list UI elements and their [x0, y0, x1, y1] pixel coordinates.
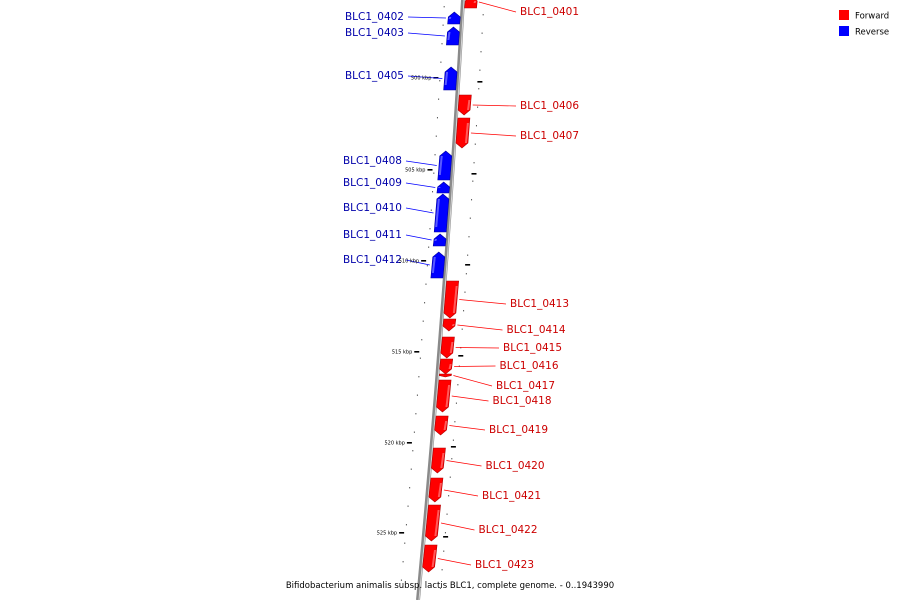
minor-tick: [433, 173, 434, 174]
minor-tick: [403, 561, 404, 562]
scale-label: 525 kbp: [376, 530, 398, 537]
minor-tick: [456, 403, 457, 404]
scale-label: 515 kbp: [391, 349, 413, 356]
gene-blc1-0403[interactable]: [345, 27, 459, 45]
minor-tick: [420, 358, 421, 359]
minor-tick: [440, 62, 441, 63]
minor-tick: [429, 228, 430, 229]
minor-tick: [470, 218, 471, 219]
gene-connector: [441, 523, 474, 530]
scale-label: 505 kbp: [405, 167, 426, 174]
gene-label: BLC1_0413: [510, 298, 570, 310]
gene-blc1-0414[interactable]: [443, 319, 566, 336]
gene-label: BLC1_0411: [342, 229, 402, 241]
minor-tick: [453, 440, 454, 441]
scale-label: 510 kbp: [398, 258, 420, 265]
gene-connector: [479, 2, 516, 12]
major-tick: [465, 264, 470, 266]
minor-tick: [412, 450, 413, 451]
gene-arrow: [423, 545, 437, 572]
minor-tick: [483, 14, 484, 15]
gene-label: BLC1_0409: [342, 177, 402, 189]
gene-label: BLC1_0407: [520, 130, 580, 142]
gene-blc1-0423[interactable]: [423, 545, 534, 572]
scale-labels: [377, 76, 432, 537]
gene-connector: [408, 17, 446, 18]
minor-tick: [404, 543, 405, 544]
gene-blc1-0401[interactable]: [465, 0, 580, 18]
scale-label: 520 kbp: [384, 440, 405, 447]
gene-blc1-0420[interactable]: [431, 448, 544, 473]
minor-tick: [438, 99, 439, 100]
gene-connector: [446, 461, 481, 467]
major-tick: [477, 81, 482, 83]
gene-blc1-0422[interactable]: [425, 505, 537, 541]
minor-tick: [457, 384, 458, 385]
gene-label: BLC1_0418: [492, 395, 552, 407]
minor-tick: [478, 88, 479, 89]
gene-connector: [454, 366, 495, 367]
gene-label: BLC1_0422: [478, 524, 538, 536]
gene-features: [343, 0, 579, 572]
minor-tick: [463, 310, 464, 311]
gene-connector: [473, 105, 516, 106]
major-tick: [427, 169, 432, 171]
gene-blc1-0412[interactable]: [343, 252, 445, 278]
gene-blc1-0410[interactable]: [343, 194, 449, 232]
minor-tick: [481, 51, 482, 52]
gene-connector: [459, 300, 506, 305]
gene-label: BLC1_0414: [506, 324, 566, 336]
gene-label: BLC1_0423: [475, 559, 535, 571]
minor-tick: [411, 469, 412, 470]
legend-forward-swatch: [839, 10, 849, 20]
minor-tick: [476, 125, 477, 126]
gene-blc1-0416[interactable]: [440, 359, 559, 374]
scale-ticks: [399, 6, 484, 589]
gene-label: BLC1_0412: [342, 254, 402, 266]
minor-tick: [442, 43, 443, 44]
gene-label: BLC1_0403: [344, 27, 404, 39]
gene-label: BLC1_0401: [520, 6, 580, 18]
minor-tick: [442, 569, 443, 570]
minor-tick: [415, 413, 416, 414]
gene-label: BLC1_0415: [503, 342, 563, 354]
minor-tick: [479, 70, 480, 71]
minor-tick: [448, 495, 449, 496]
gene-blc1-0417[interactable]: [439, 374, 555, 392]
gene-label: BLC1_0417: [496, 380, 556, 392]
gene-label: BLC1_0405: [344, 70, 404, 82]
minor-tick: [482, 33, 483, 34]
gene-label: BLC1_0421: [482, 490, 542, 502]
minor-tick: [443, 551, 444, 552]
gene-blc1-0406[interactable]: [458, 95, 579, 115]
scale-label: 500 kbp: [411, 75, 432, 82]
minor-tick: [464, 292, 465, 293]
minor-tick: [462, 329, 463, 330]
gene-connector: [457, 325, 502, 330]
gene-label: BLC1_0406: [520, 100, 580, 112]
gene-connector: [471, 133, 516, 136]
gene-connector: [406, 161, 437, 166]
gene-label: BLC1_0419: [489, 424, 549, 436]
major-tick: [451, 446, 456, 448]
minor-tick: [444, 6, 445, 7]
minor-tick: [474, 162, 475, 163]
legend-reverse-label: Reverse: [855, 27, 890, 38]
gene-connector: [452, 396, 489, 401]
gene-blc1-0415[interactable]: [441, 337, 562, 358]
minor-tick: [472, 181, 473, 182]
minor-tick: [414, 432, 415, 433]
gene-connector: [453, 376, 492, 387]
minor-tick: [421, 339, 422, 340]
minor-tick: [477, 107, 478, 108]
minor-tick: [418, 376, 419, 377]
gene-label: BLC1_0420: [485, 460, 545, 472]
legend: [839, 10, 889, 38]
major-tick: [399, 532, 404, 534]
minor-tick: [436, 136, 437, 137]
minor-tick: [427, 265, 428, 266]
gene-label: BLC1_0416: [499, 360, 559, 372]
legend-forward-label: Forward: [855, 11, 890, 22]
gene-blc1-0405[interactable]: [345, 67, 457, 90]
major-tick: [471, 173, 476, 175]
gene-arrow: [439, 374, 451, 377]
minor-tick: [428, 247, 429, 248]
minor-tick: [431, 210, 432, 211]
gene-connector: [408, 33, 445, 36]
gene-blc1-0409[interactable]: [343, 177, 450, 193]
gene-arrow: [436, 380, 451, 412]
minor-tick: [432, 191, 433, 192]
minor-tick: [435, 154, 436, 155]
minor-tick: [423, 321, 424, 322]
major-tick: [407, 442, 412, 444]
gene-connector: [449, 426, 485, 431]
gene-connector: [456, 348, 499, 349]
minor-tick: [417, 395, 418, 396]
minor-tick: [475, 144, 476, 145]
gene-label: BLC1_0410: [342, 202, 402, 214]
minor-tick: [467, 255, 468, 256]
minor-tick: [454, 421, 455, 422]
gene-connector: [438, 559, 471, 566]
gene-blc1-0421[interactable]: [429, 478, 541, 502]
gene-blc1-0413[interactable]: [444, 281, 569, 318]
minor-tick: [439, 80, 440, 81]
minor-tick: [471, 199, 472, 200]
minor-tick: [425, 284, 426, 285]
minor-tick: [468, 236, 469, 237]
gene-connector: [406, 235, 432, 240]
minor-tick: [445, 532, 446, 533]
gene-blc1-0407[interactable]: [456, 118, 579, 148]
gene-label: BLC1_0402: [344, 11, 404, 23]
minor-tick: [437, 117, 438, 118]
gene-label: BLC1_0408: [342, 155, 402, 167]
minor-tick: [406, 524, 407, 525]
minor-tick: [451, 458, 452, 459]
genome-caption: Bifidobacterium animalis subsp. lactis BLC1, complete genome. - 0..1943990: [285, 581, 615, 591]
minor-tick: [450, 477, 451, 478]
minor-tick: [424, 302, 425, 303]
minor-tick: [447, 514, 448, 515]
gene-connector: [406, 208, 434, 213]
major-tick: [458, 355, 463, 357]
legend-reverse-swatch: [839, 26, 849, 36]
gene-blc1-0402[interactable]: [345, 11, 460, 24]
major-tick: [421, 260, 426, 262]
minor-tick: [408, 506, 409, 507]
gene-blc1-0419[interactable]: [435, 416, 548, 436]
minor-tick: [466, 273, 467, 274]
gene-connector: [406, 183, 435, 188]
gene-blc1-0411[interactable]: [343, 229, 446, 246]
major-tick: [414, 351, 419, 353]
minor-tick: [409, 487, 410, 488]
major-tick: [443, 536, 448, 538]
minor-tick: [443, 25, 444, 26]
